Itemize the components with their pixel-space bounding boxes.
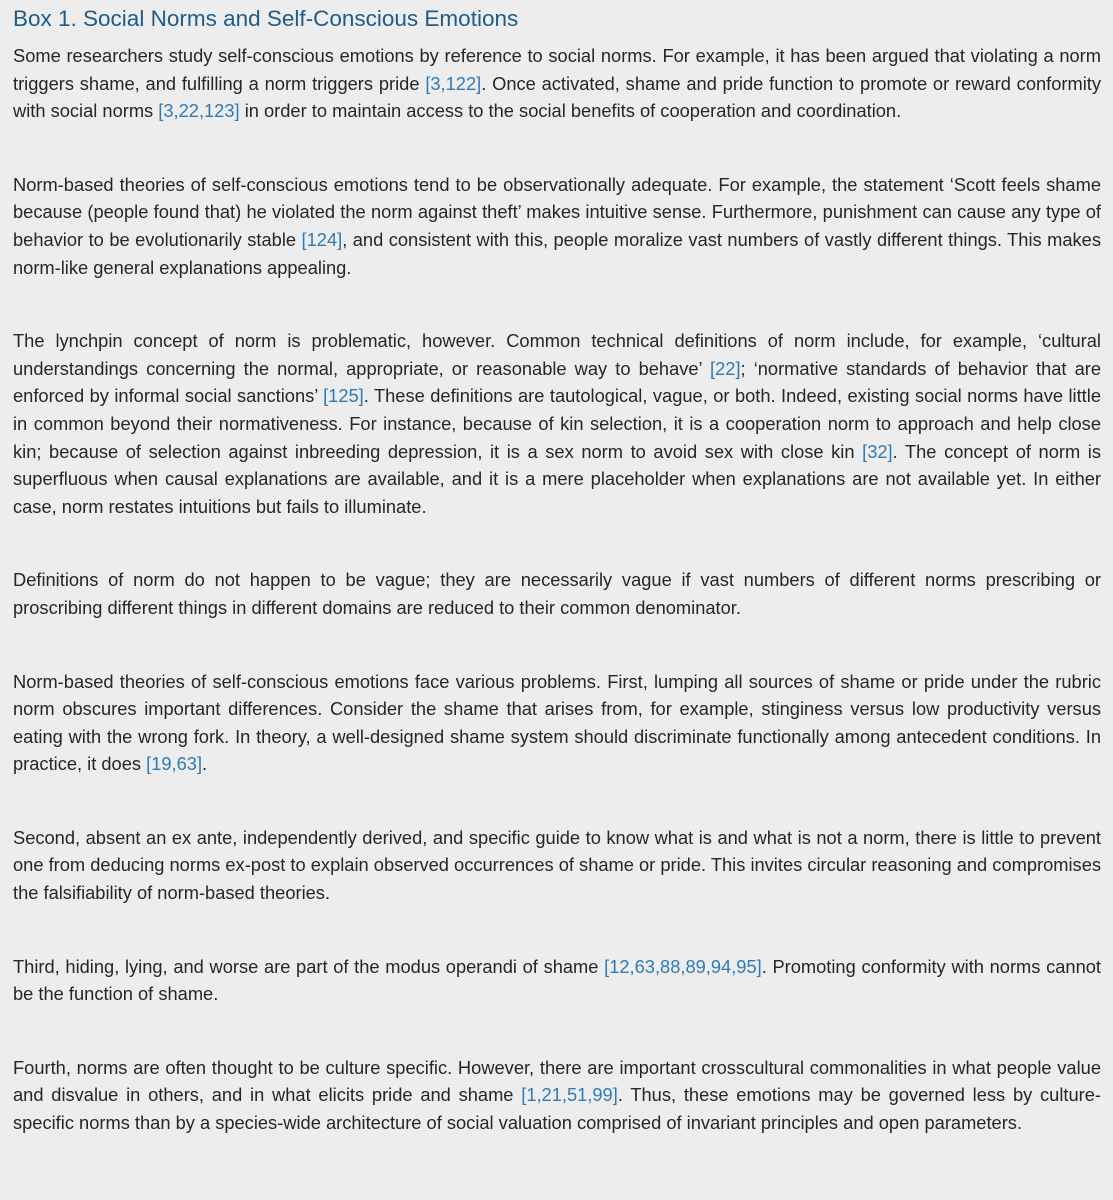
citation-link[interactable]: [22] xyxy=(710,357,741,379)
paragraph-text: . These definitions are tautological, vague, or both. Indeed, existing social norms have little in common beyond their normativeness. For instance, because of kin selection, it is a cooperation norm to approach and help close kin; because of selection against inbreeding depression, it is a sex norm to avoid sex with close kin xyxy=(13,385,1101,462)
paragraph xyxy=(13,824,1101,907)
citation-link[interactable]: [1,21,51,99] xyxy=(521,1084,618,1106)
paragraph xyxy=(13,566,1101,621)
paragraph-text: . The concept of norm is superfluous when causal explanations are available, and it is a mere placeholder when explanations are not available yet. In either case, norm restates intuitions but fails to illuminate. xyxy=(13,440,1101,517)
citation-link[interactable]: [3,122] xyxy=(425,72,482,94)
paragraph-text: . Thus, these emotions may be governed less by culture-specific norms than by a species-wide architecture of social valuation comprised of invariant principles and open parameters. xyxy=(13,1084,1101,1134)
citation-link[interactable]: [3,22,123] xyxy=(158,100,240,122)
citation-link[interactable]: [125] xyxy=(323,385,364,407)
paragraph-text: Definitions of norm do not happen to be vague; they are necessarily vague if vast numbers of different norms prescribing or proscribing different things in different domains are reduced to their common denominator. xyxy=(13,569,1101,618)
paragraph xyxy=(13,171,1101,281)
paragraph-text: . xyxy=(202,753,208,775)
paragraph-text: in order to maintain access to the social benefits of cooperation and coordination. xyxy=(239,100,902,122)
paragraph-text: Second, absent an ex ante, independently derived, and specific guide to know what is and what is not a norm, there is little to prevent one from deducing norms ex-post to explain observed occurrences of shame or pride. This invites circular reasoning and compromises the falsifiability of norm-based theories. xyxy=(13,826,1101,904)
paragraph xyxy=(13,42,1101,125)
paragraph-text: ; ‘normative standards of behavior that are enforced by informal social sanctions’ xyxy=(13,357,1101,407)
paragraph xyxy=(13,668,1101,778)
box-body xyxy=(13,42,1101,1137)
paragraph-text: , and consistent with this, people moralize vast numbers of vastly different things. This makes norm-like general explanations appealing. xyxy=(13,228,1101,278)
paragraph-text: Norm-based theories of self-conscious emotions face various problems. First, lumping all sources of shame or pride under the rubric norm obscures important differences. Consider the shame that arises from, for example, stinginess versus low productivity versus eating with the wrong fork. In theory, a well-designed shame system should discriminate functionally among antecedent conditions. In practice, it does xyxy=(13,670,1101,775)
box-title: Box 1. Social Norms and Self-Conscious Emotions xyxy=(13,6,519,31)
paragraph xyxy=(13,953,1101,1008)
paragraph-text: Some researchers study self-conscious emotions by reference to social norms. For example, it has been argued that violating a norm triggers shame, and fulfilling a norm triggers pride xyxy=(13,45,1101,94)
paragraph xyxy=(13,327,1101,520)
citation-link[interactable]: [124] xyxy=(301,228,343,250)
paragraph-text: Third, hiding, lying, and worse are part of the modus operandi of shame xyxy=(13,955,605,977)
paragraph-text: Fourth, norms are often thought to be culture specific. However, there are important crosscultural commonalities in what people value and disvalue in others, and in what elicits pride and shame xyxy=(13,1056,1101,1106)
paragraph-text: . Once activated, shame and pride function to promote or reward conformity with social norms xyxy=(13,72,1101,122)
paragraph-text: . Promoting conformity with norms cannot be the function of shame. xyxy=(13,955,1101,1005)
paragraph-text: The lynchpin concept of norm is problematic, however. Common technical definitions of norm include, for example, ‘cultural understandings concerning the normal, appropriate, or reasonable way to behave’ xyxy=(13,330,1101,379)
paragraph xyxy=(13,1054,1101,1137)
citation-link[interactable]: [32] xyxy=(862,440,893,462)
citation-link[interactable]: [12,63,88,89,94,95] xyxy=(604,955,762,977)
paragraph-text: Norm-based theories of self-conscious emotions tend to be observationally adequate. For example, the statement ‘Scott feels shame because (people found that) he violated the norm against theft’ makes intuitive sense. Furthermore, punishment can cause any type of behavior to be evolutionarily stable xyxy=(13,173,1101,250)
citation-link[interactable]: [19,63] xyxy=(146,753,203,775)
